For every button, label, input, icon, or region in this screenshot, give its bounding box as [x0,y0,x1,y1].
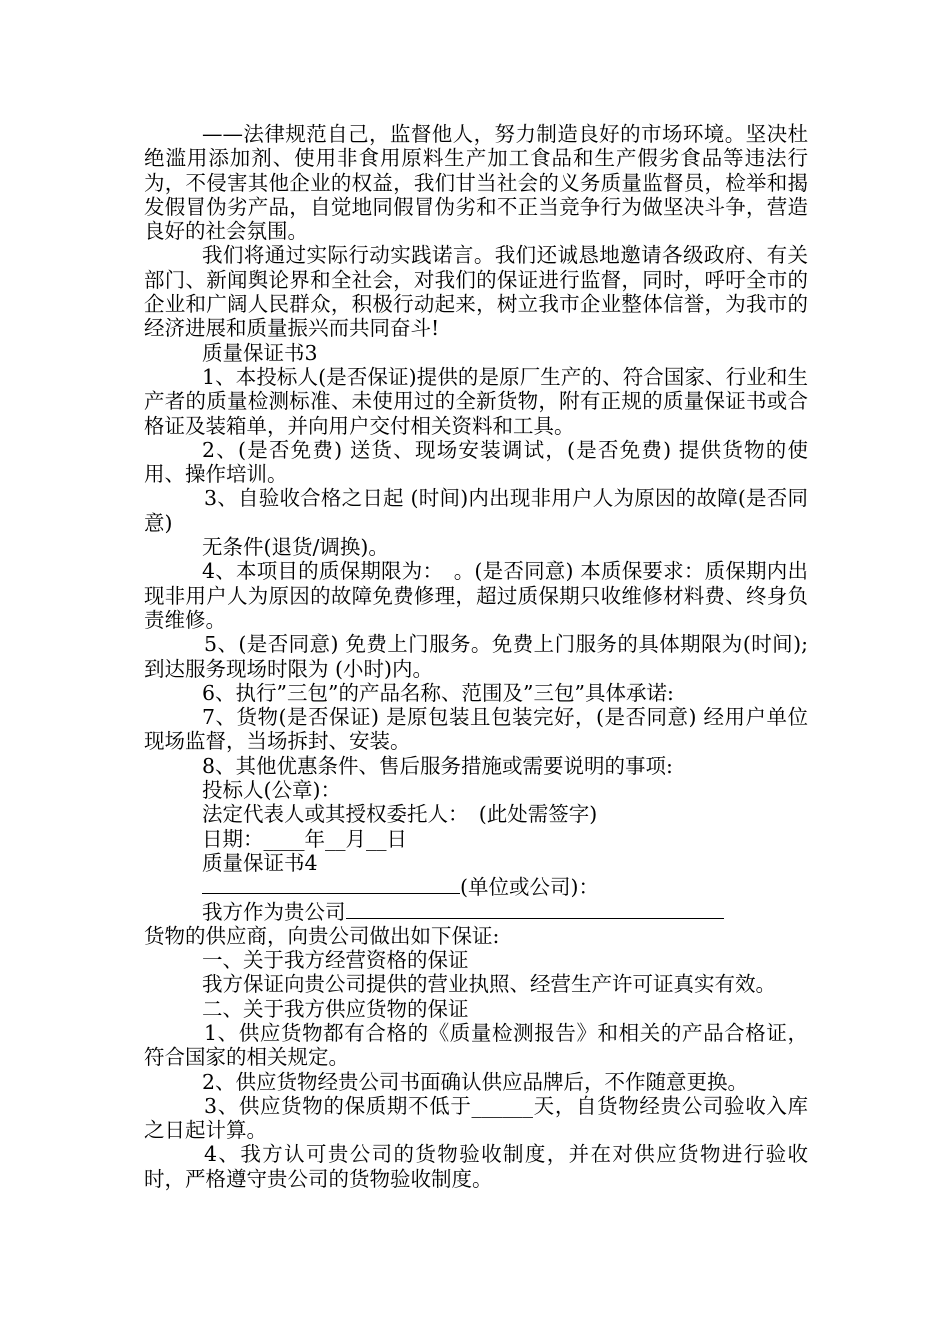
blank-company [346,900,724,919]
goods-clause-4: 4、我方认可贵公司的货物验收制度，并在对供应货物进行验收时，严格遵守贵公司的货物验收制度。 [144,1142,808,1191]
clause-4: 4、本项目的质保期限为： 。(是否同意) 本质保要求：质保期内出现非用户人为原因的故障免费修理，超过质保期只收维修材料费、终身负责维修。 [144,559,808,632]
document-body [144,122,808,1191]
goods-clause-2: 2、供应货物经贵公司书面确认供应品牌后，不作随意更换。 [202,1069,749,1094]
clause-7: 7、货物(是否保证) 是原包装且包装完好，(是否同意) 经用户单位现场监督，当场拆封、安装。 [144,705,808,754]
heading-guarantee-4: 质量保证书4 [202,850,318,875]
clause-8: 8、其他优惠条件、售后服务措施或需要说明的事项: [202,753,673,778]
blank-addressee [202,875,460,894]
goods-clause-1: 1、供应货物都有合格的《质量检测报告》和相关的产品合格证，符合国家的相关规定。 [144,1020,808,1070]
heading-guarantee-3: 质量保证书3 [202,340,318,365]
qualification-text: 我方保证向贵公司提供的营业执照、经营生产许可证真实有效。 [202,972,776,997]
goods-clause-3: 3、供应货物的保质期不低于______天，自货物经贵公司验收入库之日起计算。 [144,1093,808,1143]
section-goods: 二、关于我方供应货物的保证 [202,996,469,1021]
supplier-intro-line [144,900,808,924]
clause-6: 6、执行”三包”的产品名称、范围及”三包”具体承诺: [202,680,674,705]
bidder-seal: 投标人(公章)： [202,778,341,803]
clause-1: 1、本投标人(是否保证)提供的是原厂生产的、符合国家、行业和生产者的质量检测标准、未使用过的全新货物，附有正规的质量保证书或合格证及装箱单，并向用户交付相关资料和工具。 [144,364,808,438]
addressee-label: (单位或公司)： [460,875,599,900]
clause-2: 2、(是否免费) 送货、现场安装调试，(是否免费) 提供货物的使用、操作培训。 [144,437,808,487]
date-line: 日期：____年__月__日 [202,826,407,851]
legal-representative: 法定代表人或其授权委托人： (此处需签字) [202,802,598,827]
paragraph-promise: 我们将通过实际行动实践诺言。我们还诚恳地邀请各级政府、有关部门、新闻舆论界和全社会，对我们的保证进行监督，同时，呼吁全市的企业和广阔人民群众，积极行动起来，树立我市企业整体信誉，为我市的经济进展和质量振兴而共同奋斗! [144,243,808,341]
clause-3: 3、自验收合格之日起 (时间)内出现非用户人为原因的故障(是否同意) [144,486,808,535]
addressee-line [144,875,808,899]
paragraph-law: ——法律规范自己，监督他人，努力制造良好的市场环境。坚决杜绝滥用添加剂、使用非食用原料生产加工食品和生产假劣食品等违法行为，不侵害其他企业的权益，我们甘当社会的义务质量监督员，检举和揭发假冒伪劣产品，自觉地同假冒伪劣和不正当竞争行为做坚决斗争，营造良好的社会氛围。 [144,122,808,244]
clause-5: 5、(是否同意) 免费上门服务。免费上门服务的具体期限为(时间);到达服务现场时限为 (小时)内。 [144,632,808,681]
section-qualification: 一、关于我方经营资格的保证 [202,948,469,973]
supplier-intro-cont: 货物的供应商，向贵公司做出如下保证: [144,923,500,948]
supplier-intro-label: 我方作为贵公司 [202,899,346,924]
clause-3-cont: 无条件(退货/调换)。 [202,535,389,560]
